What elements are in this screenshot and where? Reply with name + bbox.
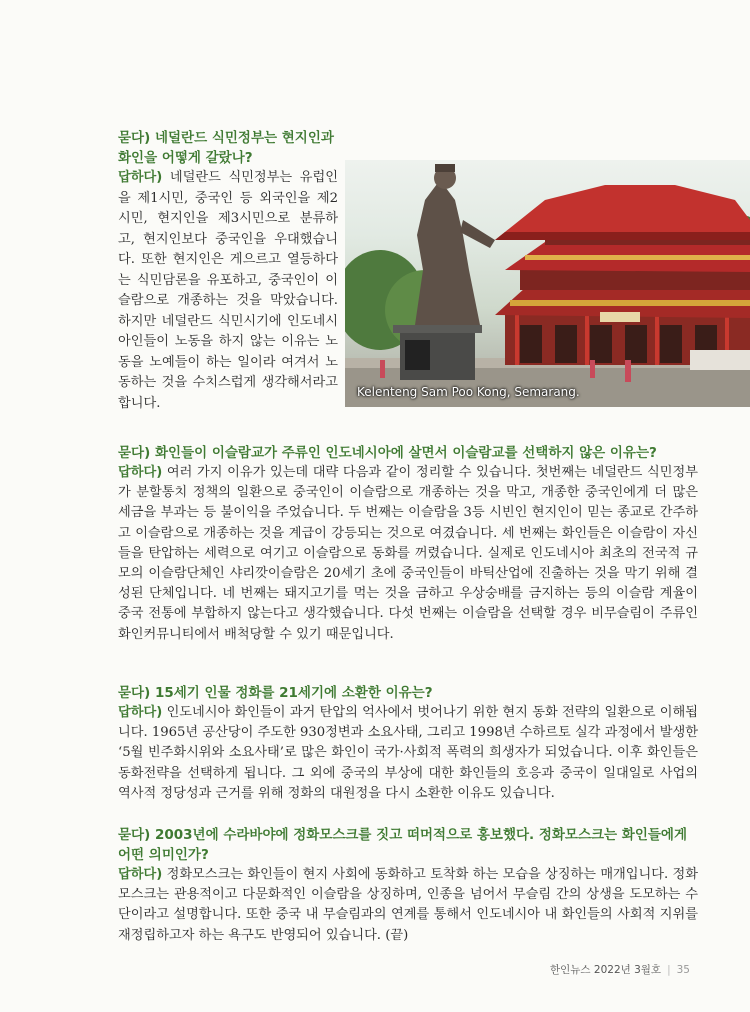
answer-text: 인도네시아 화인들이 과거 탄압의 억사에서 벗어나기 위한 현지 동화 전략의 일환으로 이해됩니다. 1965년 공산당이 주도한 930정변과 소요사태, 그리고 1998년 수하르토 실각 과정에서 발생한 ‘5월 빈주화시위와 소요사태’로 많은 화인이 국가·사회적 폭력의 희생자가 되었습니다. 이후 화인들은 동화전략을 선택하게 됩니다. 그 외에 중국의 부상에 대한 화인들의 호응과 중국이 일대일로 사업의 역사적 정당성과 근거를 위해 정화의 대원정을 다시 소환한 이유도 있습니다. [118, 705, 698, 801]
qa-block-3 [118, 683, 698, 804]
page-number: 35 [676, 964, 690, 976]
answer-text: 정화모스크는 화인들이 현지 사회에 동화하고 토착화 하는 모습을 상징하는 매개입니다. 정화모스크는 관용적이고 다문화적인 이슬람을 상징하며, 인종을 넘어서 무슬림 간의 상생을 도모하는 수단이라고 설명합니다. 또한 중국 내 무슬림과의 연계를 통해서 인도네시아 내 화인들의 사회적 지위를 재정립하고자 하는 욕구도 반영되어 있습니다. (끝) [118, 867, 698, 943]
question-text: 화인들이 이슬람교가 주류인 인도네시아에 살면서 이슬람교를 선택하지 않은 이유는? [154, 445, 657, 461]
question-label: 묻다) [118, 827, 151, 843]
photo-caption: Kelenteng Sam Poo Kong, Semarang. [357, 385, 580, 399]
answer-label: 답하다) [118, 867, 163, 882]
answer-2 [118, 463, 698, 645]
answer-label: 답하다) [118, 465, 163, 480]
question-label: 묻다) [118, 685, 151, 701]
answer-text: 네덜란드 식민정부는 유럽인을 제1시민, 중국인 등 외국인을 제2시민, 현지인을 제3시민으로 분류하고, 현지인보다 중국인을 우대했습니다. 또한 현지인은 게으르고 열등하다는 식민담론을 유포하고, 중국인이 이슬람으로 개종하는 것을 막았습니다. 하지만 네덜란드 식민시기에 인도네시아인들이 노동을 하지 않는 이유는 노동을 노예들이 하는 일이라 여겨서 노동하는 것을 수치스럽게 생각해서라고 합니다. [118, 170, 338, 411]
question-3 [118, 683, 698, 703]
answer-3 [118, 703, 698, 804]
question-4 [118, 825, 698, 865]
qa-block-2 [118, 443, 698, 645]
question-text: 2003년에 수라바야에 정화모스크를 짓고 떠머적으로 홍보했다. 정화모스크는 화인들에게 어떤 의미인가? [118, 827, 688, 863]
publication-name: 한인뉴스 2022년 3월호 [550, 964, 662, 976]
question-2 [118, 443, 698, 463]
answer-label: 답하다) [118, 170, 163, 185]
question-label: 묻다) [118, 445, 151, 461]
question-text: 네덜란드 식민정부는 현지인과 화인을 어떻게 갈랐나? [118, 130, 334, 166]
answer-label: 답하다) [118, 705, 163, 720]
page-footer [550, 962, 690, 977]
qa-block-4 [118, 825, 698, 946]
footer-divider: | [667, 964, 671, 976]
question-text: 15세기 인물 정화를 21세기에 소환한 이유는? [154, 685, 433, 701]
answer-4 [118, 865, 698, 946]
question-1 [118, 128, 338, 168]
answer-text: 여러 가지 이유가 있는데 대략 다음과 같이 정리할 수 있습니다. 첫번째는 네덜란드 식민정부가 분할통치 정책의 일환으로 중국인이 이슬람으로 개종하는 것을 막고, 개종한 중국인에게 더 많은 세금을 부과는 등 불이익을 주었습니다. 두 번째는 이슬람을 3등 시빈인 현지인이 믿는 종교로 간주하고 이슬람으로 개종하는 것을 계급이 강등되는 것으로 여겼습니다. 세 번째는 화인들은 이슬람이 자신들을 탄압하는 세력으로 여기고 이슬람으로 동화를 꺼렸습니다. 실제로 인도네시아 최초의 전국적 규모의 이슬람단체인 샤리깟이슬람은 20세기 초에 중국인들이 바틱산업에 진출하는 것을 막기 위해 결성된 단체입니다. 네 번째는 돼지고기를 먹는 것을 금하고 우상숭배를 금지하는 등의 이슬람 계율이 중국 전통에 부합하지 않는다고 생각했습니다. 다섯 번째는 이슬람을 선택할 경우 비무슬림이 주류인 화인커뮤니티에서 배척당할 수 있기 때문입니다. [118, 465, 698, 642]
temple-illustration [345, 160, 750, 407]
qa-block-1 [118, 128, 338, 414]
temple-photo [345, 160, 750, 407]
answer-1 [118, 168, 338, 414]
question-label: 묻다) [118, 130, 151, 146]
